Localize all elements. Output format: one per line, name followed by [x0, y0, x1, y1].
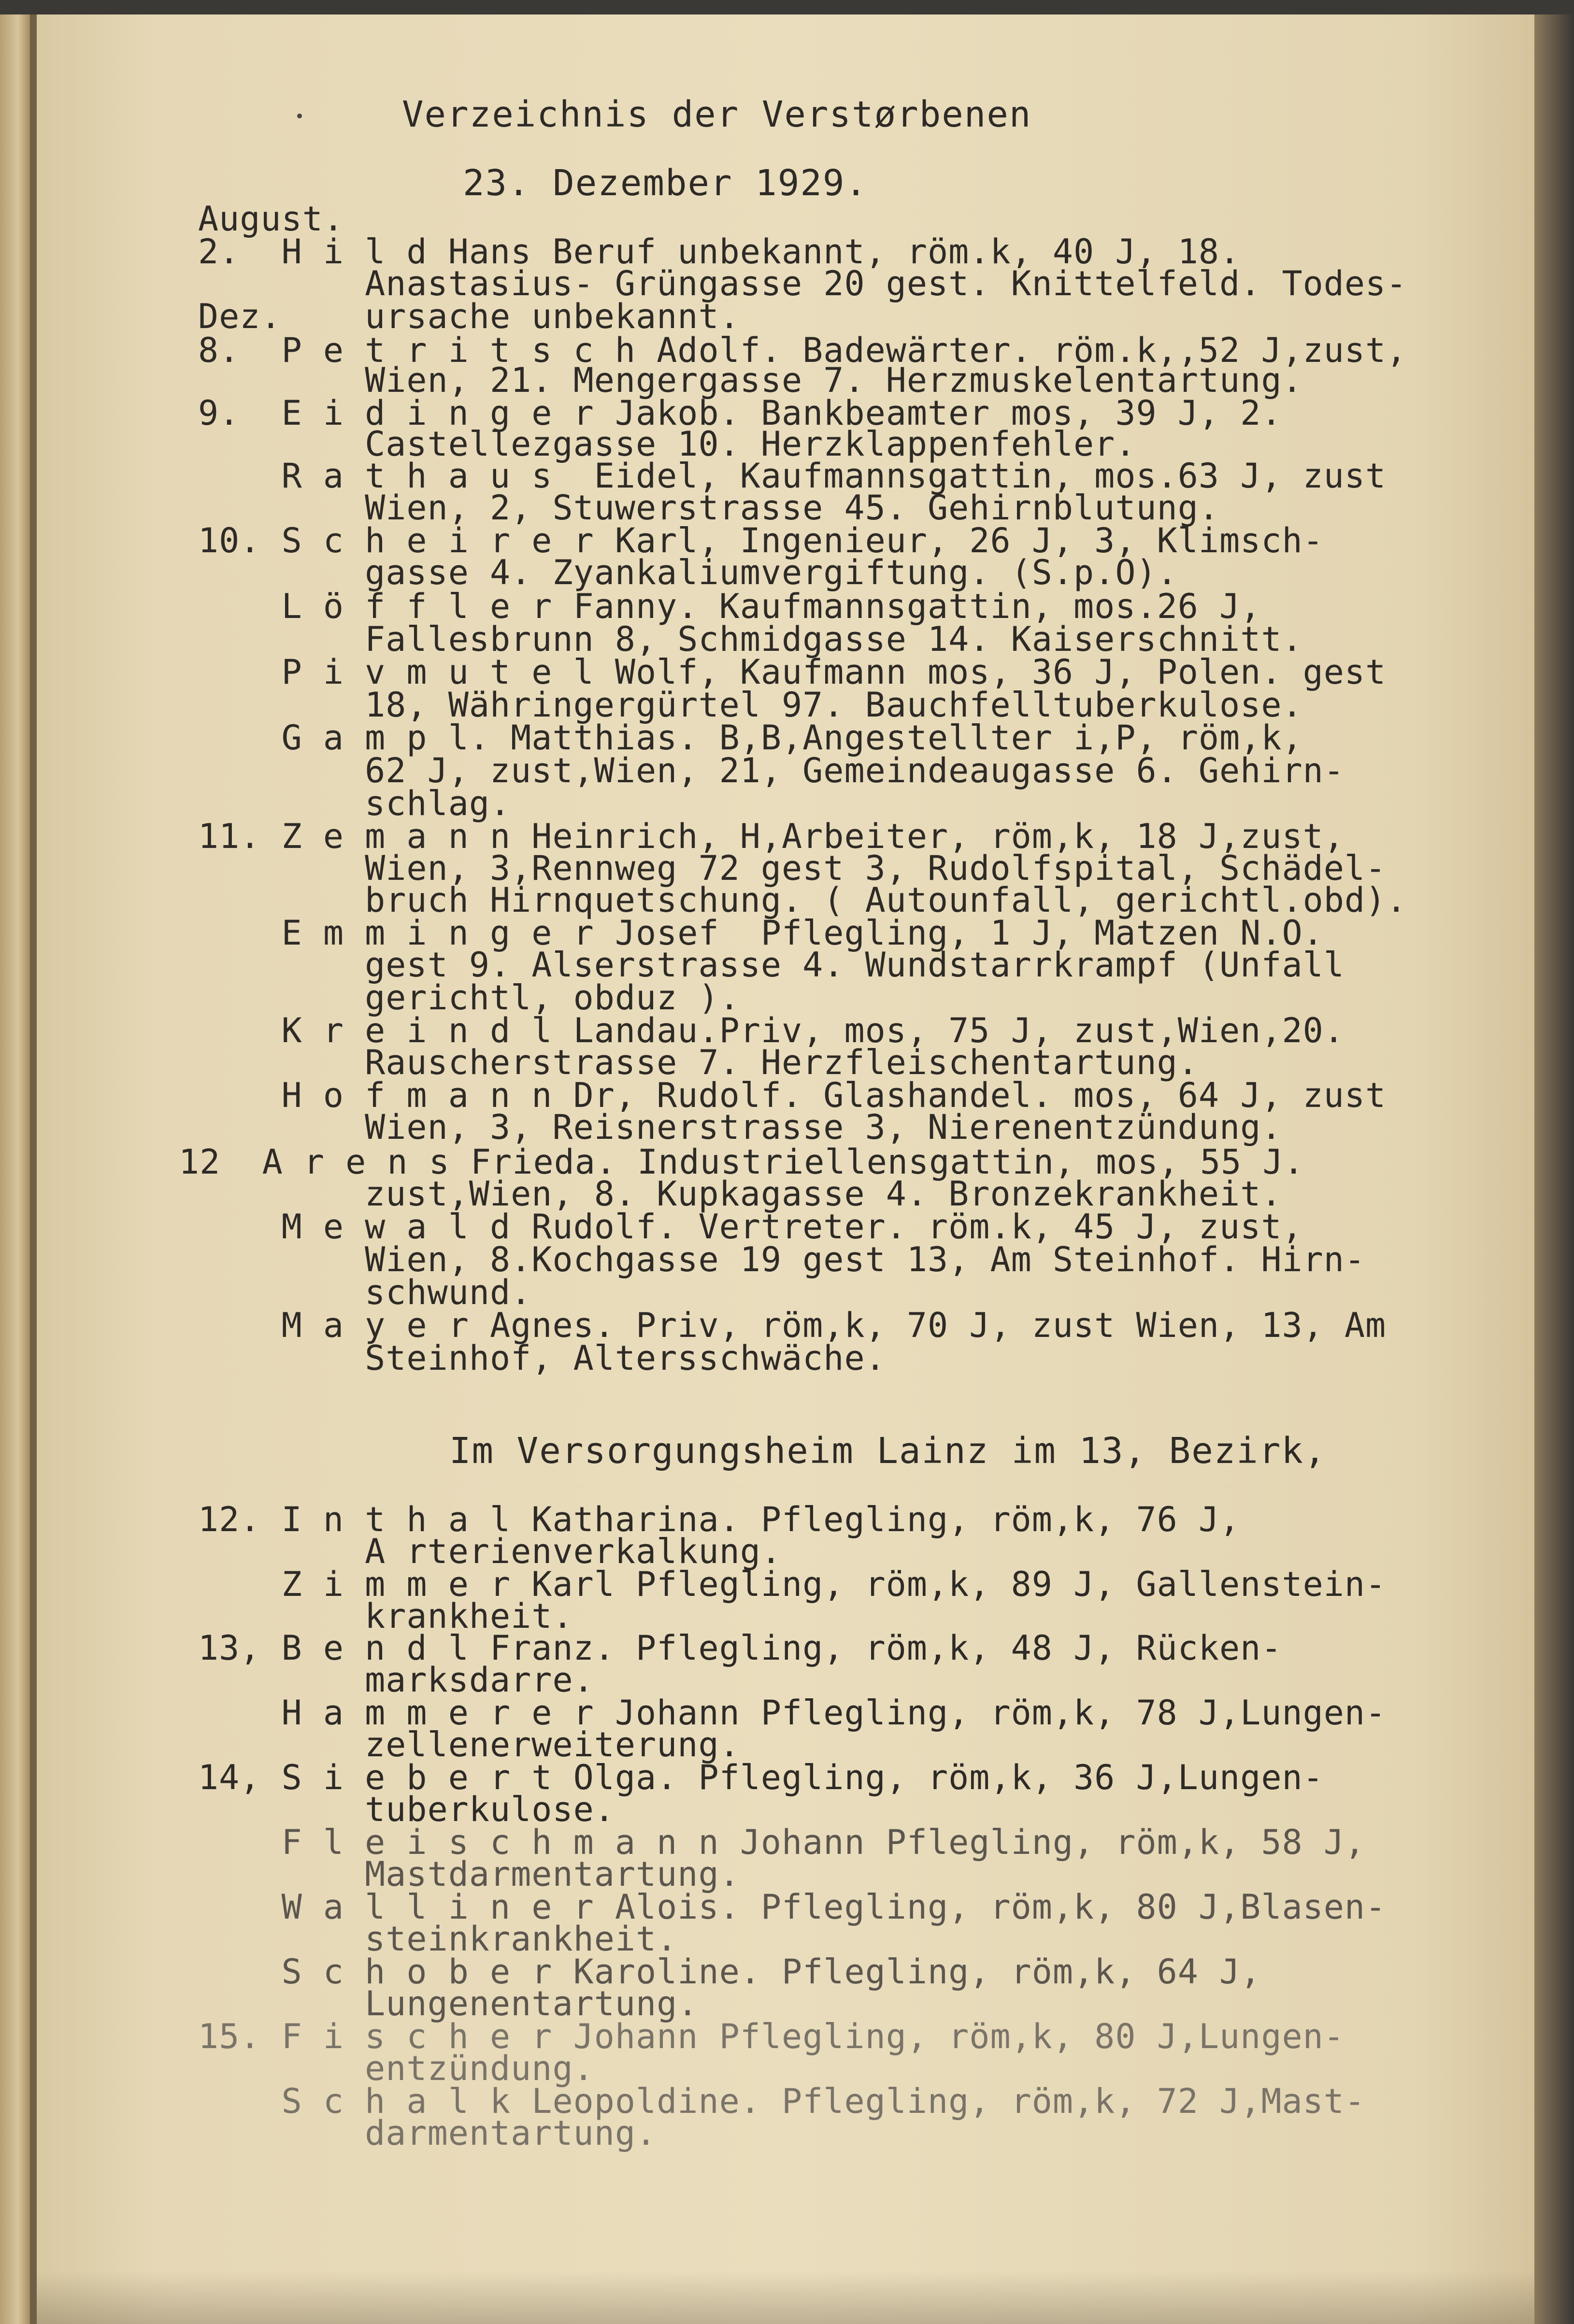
register-line: zust,Wien, 8. Kupkagasse 4. Bronzekrankheit. — [198, 1174, 1282, 1214]
document-date: 23. Dezember 1929. — [463, 162, 868, 204]
register-line: P i v m u t e l Wolf, Kaufmann mos, 36 J, Polen. gest — [198, 652, 1387, 692]
register-line: A rterienverkalkung. — [198, 1532, 782, 1571]
register-line: F l e i s c h m a n n Johann Pflegling, röm,k, 58 J, — [198, 1822, 1366, 1862]
register-line: E m m i n g e r Josef Pflegling, 1 J, Matzen N.O. — [198, 913, 1324, 953]
register-line: marksdarre. — [198, 1660, 594, 1700]
register-line: Fallesbrunn 8, Schmidgasse 14. Kaiserschnitt. — [198, 619, 1303, 659]
register-line: krankheit. — [198, 1596, 573, 1636]
document-title: Verzeichnis der Verstørbenen — [402, 94, 1032, 135]
register-line: G a m p l. Matthias. B,B,Angestellter i,P, röm,k, — [198, 718, 1303, 758]
book-gutter — [30, 14, 37, 2324]
register-line: Dez. ursache unbekannt. — [198, 297, 740, 336]
ink-speck — [297, 114, 302, 118]
register-line: 15. F i s c h e r Johann Pflegling, röm,k, 80 J,Lungen- — [198, 2017, 1345, 2056]
register-line: 9. E i d i n g e r Jakob. Bankbeamter mos, 39 J, 2. — [198, 393, 1282, 433]
register-line: gerichtl, obduz ). — [198, 978, 740, 1018]
register-line: K r e i n d l Landau.Priv, mos, 75 J, zust,Wien,20. — [198, 1011, 1345, 1050]
register-line: 12. I n t h a l Katharina. Pflegling, röm,k, 76 J, — [198, 1500, 1241, 1539]
register-line: Wien, 3,Rennweg 72 gest 3, Rudolfspital, Schädel- — [198, 848, 1387, 888]
register-line: bruch Hirnquetschung. ( Autounfall, gerichtl.obd). — [198, 880, 1407, 920]
register-line: Wien, 8.Kochgasse 19 gest 13, Am Steinhof. Hirn- — [198, 1240, 1366, 1279]
register-line: 14, S i e b e r t Olga. Pflegling, röm,k, 36 J,Lungen- — [198, 1758, 1324, 1797]
register-line: steinkrankheit. — [198, 1919, 678, 1959]
right-page-edge — [1534, 14, 1574, 2324]
register-line: gest 9. Alserstrasse 4. Wundstarrkrampf (Unfall — [198, 945, 1345, 985]
register-line: Rauscherstrasse 7. Herzfleischentartung. — [198, 1043, 1199, 1082]
register-line: 8. P e t r i t s c h Adolf. Badewärter. röm.k,,52 J,zust, — [198, 330, 1407, 370]
register-line: Wien, 2, Stuwerstrasse 45. Gehirnblutung. — [198, 488, 1220, 528]
register-line: Mastdarmentartung. — [198, 1854, 740, 1894]
register-line: Steinhof, Altersschwäche. — [198, 1338, 886, 1378]
page-shadow — [37, 2271, 1534, 2324]
register-line: M e w a l d Rudolf. Vertreter. röm.k, 45 J, zust, — [198, 1207, 1303, 1247]
register-line: Castellezgasse 10. Herzklappenfehler. — [198, 424, 1136, 464]
register-line: 10. S c h e i r e r Karl, Ingenieur, 26 J, 3, Klimsch- — [198, 521, 1324, 560]
facing-page-edge — [0, 14, 30, 2324]
register-line: 18, Währingergürtel 97. Bauchfelltuberkulose. — [198, 685, 1303, 725]
register-line: 2. H i l d Hans Beruf unbekannt, röm.k, 40 J, 18. — [198, 232, 1241, 272]
register-line: Wien, 3, Reisnerstrasse 3, Nierenentzündung. — [198, 1107, 1282, 1147]
register-line: darmentartung. — [198, 2113, 657, 2153]
register-line: M a y e r Agnes. Priv, röm,k, 70 J, zust Wien, 13, Am — [198, 1305, 1387, 1345]
register-line: Wien, 21. Mengergasse 7. Herzmuskelentartung. — [198, 360, 1303, 400]
register-line: H o f m a n n Dr, Rudolf. Glashandel. mos, 64 J, zust — [198, 1076, 1387, 1115]
register-line: tuberkulose. — [198, 1790, 615, 1829]
register-line: W a l l i n e r Alois. Pflegling, röm,k, 80 J,Blasen- — [198, 1887, 1387, 1927]
register-line: schwund. — [198, 1273, 532, 1312]
register-line: zellenerweiterung. — [198, 1725, 740, 1765]
register-line: H a m m e r e r Johann Pflegling, röm,k, 78 J,Lungen- — [198, 1693, 1387, 1733]
register-line: Z i m m e r Karl Pflegling, röm,k, 89 J, Gallenstein- — [198, 1564, 1387, 1604]
register-line: 12 A r e n s Frieda. Industriellensgattin, mos, 55 J. — [179, 1142, 1304, 1182]
register-line: L ö f f l e r Fanny. Kaufmannsgattin, mos.26 J, — [198, 587, 1261, 626]
register-line: entzündung. — [198, 2049, 594, 2088]
register-line: S c h o b e r Karoline. Pflegling, röm,k, 64 J, — [198, 1952, 1261, 1992]
month-label: August. — [198, 199, 344, 239]
register-line: 11. Z e m a n n Heinrich, H,Arbeiter, röm,k, 18 J,zust, — [198, 817, 1345, 856]
register-line: R a t h a u s Eidel, Kaufmannsgattin, mos.63 J, zust — [198, 456, 1387, 496]
register-line: Anastasius- Grüngasse 20 gest. Knittelfeld. Todes- — [198, 264, 1407, 303]
register-line: S c h a l k Leopoldine. Pflegling, röm,k, 72 J,Mast- — [198, 2081, 1366, 2121]
section-heading: Im Versorgungsheim Lainz im 13, Bezirk, — [449, 1430, 1327, 1472]
register-line: gasse 4. Zyankaliumvergiftung. (S.p.O). — [198, 553, 1178, 592]
register-line: 62 J, zust,Wien, 21, Gemeindeaugasse 6. Gehirn- — [198, 751, 1345, 790]
register-line: schlag. — [198, 784, 511, 823]
register-line: Lungenentartung. — [198, 1984, 699, 2023]
register-line: 13, B e n d l Franz. Pflegling, röm,k, 48 J, Rücken- — [198, 1628, 1282, 1668]
